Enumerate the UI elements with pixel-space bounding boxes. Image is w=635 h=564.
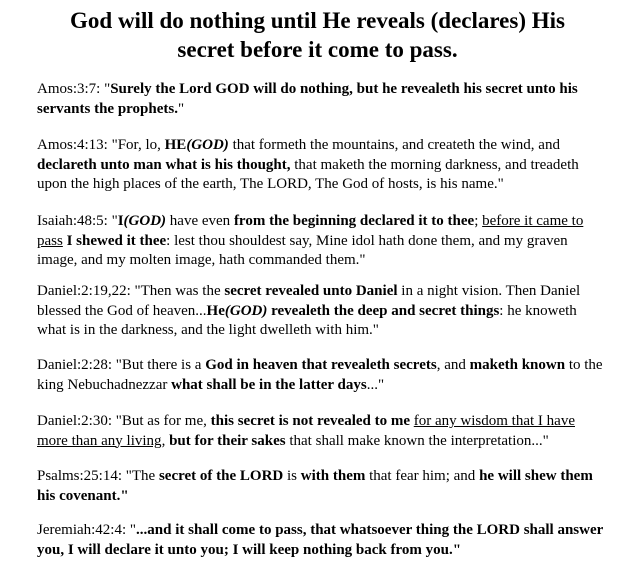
verse-text-segment: for any wisdom that I have more than any living bbox=[37, 413, 575, 449]
verse-text-segment: , bbox=[161, 432, 170, 449]
verse-isaiah-48-5 bbox=[37, 212, 607, 271]
verse-reference: Jeremiah:42:4: bbox=[37, 522, 127, 538]
verse-text-segment: "But as for me, bbox=[112, 413, 211, 429]
verse-text-segment: "Then was the bbox=[130, 283, 225, 299]
verse-text-segment: (GOD) bbox=[224, 302, 268, 319]
verse-reference: Daniel:2:28: bbox=[37, 357, 112, 373]
verse-text-segment: that shall make known the interpretation..." bbox=[285, 432, 549, 449]
verse-text-segment: "For, lo, bbox=[107, 137, 165, 153]
verse-text-segment: HE bbox=[164, 137, 187, 153]
verse-text-segment: he will shew them his covenant. bbox=[37, 468, 593, 504]
verse-amos-4-13 bbox=[37, 136, 607, 195]
verse-psalms-25-14 bbox=[37, 467, 607, 506]
verse-text-segment: that fear him; and bbox=[365, 468, 480, 484]
verse-text-segment: (GOD) bbox=[123, 213, 167, 229]
verse-jeremiah-42-4 bbox=[37, 521, 607, 560]
verse-text-segment: ; bbox=[474, 213, 483, 229]
verse-reference: Psalms:25:14: bbox=[37, 468, 123, 484]
verse-text-segment: " bbox=[107, 213, 118, 229]
verse-text-segment: "But there is a bbox=[112, 357, 206, 373]
verse-reference: Amos:3:7: bbox=[37, 81, 101, 97]
verse-text-segment: this secret is not revealed to me bbox=[210, 413, 411, 429]
page-title bbox=[20, 6, 615, 64]
verse-text-segment: ...and it shall come to pass, that whatsoever thing the LORD shall answer you, I will declare it unto you; I will keep nothing back from you. bbox=[37, 522, 604, 558]
verse-text-segment: ..." bbox=[366, 376, 385, 393]
verse-text-segment: Surely the Lord GOD will do nothing, but he revealeth his secret unto his servants the prophets. bbox=[37, 81, 578, 117]
verse-reference: Daniel:2:30: bbox=[37, 413, 112, 429]
verse-text-segment: revealeth the deep and secret things bbox=[271, 302, 500, 319]
verse-text-segment: have even bbox=[166, 213, 234, 229]
verse-text-segment: what shall be in the latter days bbox=[171, 376, 367, 393]
verse-text-segment: " bbox=[100, 81, 111, 97]
verse-text-segment: to the king Nebuchadnezzar bbox=[37, 357, 603, 393]
verse-text-segment: maketh known bbox=[469, 357, 566, 373]
verse-text-segment: in a night vision. Then Daniel blessed the God of heaven... bbox=[37, 283, 581, 319]
verse-text-segment: God in heaven that revealeth secrets bbox=[205, 357, 437, 373]
verse-text-segment: is bbox=[283, 468, 301, 484]
verse-text-segment: : he knoweth what is in the darkness, and the light dwelleth with him." bbox=[37, 302, 577, 338]
verse-amos-3-7 bbox=[37, 80, 607, 119]
title-line-2: secret before it come to pass. bbox=[177, 37, 458, 62]
verse-text-segment: secret revealed unto Daniel bbox=[224, 283, 398, 299]
verse-text-segment: with them bbox=[300, 468, 366, 484]
verse-text-segment: (GOD) bbox=[186, 137, 229, 153]
verse-text-segment: : lest thou shouldest say, Mine idol hath done them, and my graven image, and my molten image, hath commanded them." bbox=[37, 232, 568, 268]
verse-text-segment: from the beginning declared it to thee bbox=[233, 213, 475, 229]
verse-text-segment: I shewed it thee bbox=[66, 232, 167, 249]
verse-text-segment: secret of the LORD bbox=[158, 468, 284, 484]
verse-text-segment: " bbox=[452, 541, 462, 558]
title-line-1: God will do nothing until He reveals (declares) His bbox=[70, 8, 565, 33]
verse-text-segment: that maketh the morning darkness, and treadeth upon the high places of the earth, The LORD, The God of hosts, is his name." bbox=[37, 156, 579, 192]
verse-reference: Isaiah:48:5: bbox=[37, 213, 108, 229]
verse-text-segment: "The bbox=[122, 468, 159, 484]
verse-reference: Daniel:2:19,22: bbox=[37, 283, 131, 299]
verse-text-segment: " bbox=[120, 487, 129, 504]
verse-text-segment: before it came to pass bbox=[37, 213, 584, 249]
verse-daniel-2-19-22 bbox=[37, 282, 607, 341]
verse-text-segment: I bbox=[117, 213, 124, 229]
verse-text-segment: " bbox=[177, 100, 185, 117]
verse-text-segment: but for their sakes bbox=[169, 432, 286, 449]
verse-daniel-2-30 bbox=[37, 412, 607, 451]
verse-text-segment: declareth unto man what is his thought, bbox=[37, 156, 291, 173]
verse-reference: Amos:4:13: bbox=[37, 137, 108, 153]
verse-text-segment: " bbox=[126, 522, 137, 538]
verse-text-segment: He bbox=[206, 302, 225, 319]
verse-text-segment: , and bbox=[436, 357, 470, 373]
verse-text-segment: that formeth the mountains, and createth the wind, and bbox=[228, 137, 560, 153]
verse-daniel-2-28 bbox=[37, 356, 607, 395]
